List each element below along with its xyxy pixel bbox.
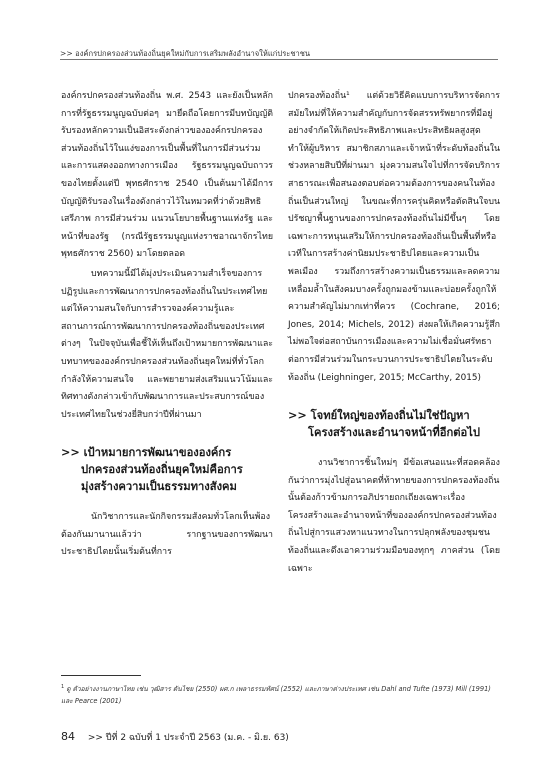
footnote-marker: 1: [61, 684, 65, 690]
header-rule: [60, 59, 498, 60]
heading-marker: >>: [61, 446, 80, 460]
section-heading-challenge: [288, 407, 500, 441]
heading-line-3: มุ่งสร้างความเป็นธรรมทางสังคม: [81, 480, 237, 494]
heading-text-1: เป้าหมายการพัฒนาขององค์กร: [83, 446, 232, 460]
heading-marker: >>: [288, 409, 307, 423]
left-column: [61, 88, 273, 562]
heading-text-1: โจทย์ใหญ่ของท้องถิ่นไม่ใช่ปัญหา: [310, 409, 470, 423]
right-column: [288, 88, 500, 578]
section-heading-goals: [61, 444, 273, 495]
footnote-rule: [61, 675, 141, 676]
heading-line-2: ปกครองส่วนท้องถิ่นยุคใหม่คือการ: [81, 463, 243, 477]
running-header: >> องค์กรปกครองส่วนท้องถิ่นยุคใหม่กับการเสริมพลังอำนาจให้แก่ประชาชน: [60, 49, 311, 58]
heading-line-2: โครงสร้างและอำนาจหน้าที่อีกต่อไป: [308, 426, 480, 440]
right-paragraph-1: ปกครองท้องถิ่น¹ แต่ด้วยวิธีคิดแบบการบริหารจัดการสมัยใหม่ที่ให้ความสำคัญกับการจัดสรรทรัพยากรที่มีอยู่อย่างจำกัดให้เกิดประสิทธิภาพและประสิทธิผลสูงสุดทำให้ผู้บริหาร สมาชิกสภาและเจ้าหน้าที่ระดับท้องถิ่นในช่วงหลายสิบปีที่ผ่านมา มุ่งความสนใจไปที่การจัดบริการสาธารณะเพื่อสนองตอบต่อความต้องการของคนในท้องถิ่นเป็นส่วนใหญ่ ในขณะที่การครุ่นคิดหรือตัดสินใจบนปรัชญาพื้นฐานของการปกครองท้องถิ่นไม่มีขึ้นๆ โดยเฉพาะการหนุนเสริมให้การปกครองท้องถิ่นเป็นพื้นที่หรือเวทีในการสร้างค่านิยมประชาธิปไตยและความเป็นพลเมือง รวมถึงการสร้างความเป็นธรรมและลดความเหลื่อมล้ำในสังคมบางครั้งถูกมองข้ามและบ่อยครั้งถูกให้ความสำคัญไม่มากเท่าที่ควร (Cochrane, 2016; Jones, 2014; Michels, 2012) ส่งผลให้เกิดความรู้สึกไม่พอใจต่อสถาบันการเมืองและความไม่เชื่อมั่นศรัทธาต่อการมีส่วนร่วมในกระบวนการประชาธิปไตยในระดับท้องถิ่น (Leighninger, 2015; McCarthy, 2015): [288, 91, 500, 383]
right-paragraph-2: งานวิชาการชิ้นใหม่ๆ มีข้อเสนอแนะที่สอดคล้องกันว่าการมุ่งไปสู่อนาคตที่ท้าทายของการปกครองท้องถิ่นนั้นต้องก้าวข้ามการอภิปรายถกเถียงเฉพาะเรื่องโครงสร้างและอำนาจหน้าที่ขององค์กรปกครองส่วนท้องถิ่นไปสู่การแสวงหาแนวทางในการปลุกพลังของชุมชนท้องถิ่นและดึงเอาความร่วมมือของทุกๆ ภาคส่วน (โดยเฉพาะ: [288, 458, 500, 574]
left-paragraph-3: นักวิชาการและนักกิจกรรมสังคมทั่วโลกเห็นพ้องต้องกันมานานแล้วว่า รากฐานของการพัฒนาประชาธิปไตยนั้นเริ่มต้นที่การ: [61, 512, 273, 558]
heading-line-1: [288, 407, 500, 424]
page-number: 84: [61, 730, 75, 743]
left-paragraph-1: องค์กรปกครองส่วนท้องถิ่น พ.ศ. 2543 และยังเป็นหลักการที่รัฐธรรมนูญฉบับต่อๆ มายึดถือโดยการมีบทบัญญัติรับรองหลักความเป็นอิสระดังกล่าวขององค์กรปกครองส่วนท้องถิ่นไว้ในแง่ของการเป็นพื้นที่ในการมีส่วนร่วมและการแสดงออกทางการเมือง รัฐธรรมนูญฉบับถาวรของไทยตั้งแต่ปี พุทธศักราช 2540 เป็นต้นมาได้มีการบัญญัติรับรองในเรื่องดังกล่าวไว้ในหมวดที่ว่าด้วยสิทธิ เสรีภาพ การมีส่วนร่วม แนวนโยบายพื้นฐานแห่งรัฐ และหน้าที่ของรัฐ (กรณีรัฐธรรมนูญแห่งราชอาณาจักรไทย พุทธศักราช 2560) มาโดยตลอด: [61, 91, 273, 260]
issue-info: >> ปีที่ 2 ฉบับที่ 1 ประจำปี 2563 (ม.ค. - มิ.ย. 63): [87, 733, 289, 743]
page-footer: [61, 730, 289, 744]
footnote-text: ดู ตัวอย่างงานภาษาไทย เช่น วุฒิสาร ตันไชย (2550) ผศ.ก เพลาธรรมทัศน์ (2552) และภาษาต่างประเทศ เช่น Dahl and Tufte (1973) Mill (1991) และ Pearce (2001): [61, 685, 491, 706]
footnote: [61, 681, 497, 707]
heading-line-1: [61, 444, 273, 461]
left-paragraph-2: บทความนี้มีได้มุ่งประเมินความสำเร็จของการปฏิรูปและการพัฒนาการปกครองท้องถิ่นในประเทศไทย แต่ให้ความสนใจกับการสำรวจองค์ความรู้และสถานการณ์การพัฒนาการปกครองท้องถิ่นของประเทศต่างๆ ในปัจจุบันเพื่อชี้ให้เห็นถึงเป้าหมายการพัฒนาและบทบาทขององค์กรปกครองส่วนท้องถิ่นยุคใหม่ที่ทั่วโลกกำลังให้ความสนใจ และพยายามส่งเสริมแนวโน้มและทิศทางดังกล่าวเข้ากับพัฒนาการและประสบการณ์ของประเทศไทยในช่วงยี่สิบกว่าปีที่ผ่านมา: [61, 268, 273, 420]
